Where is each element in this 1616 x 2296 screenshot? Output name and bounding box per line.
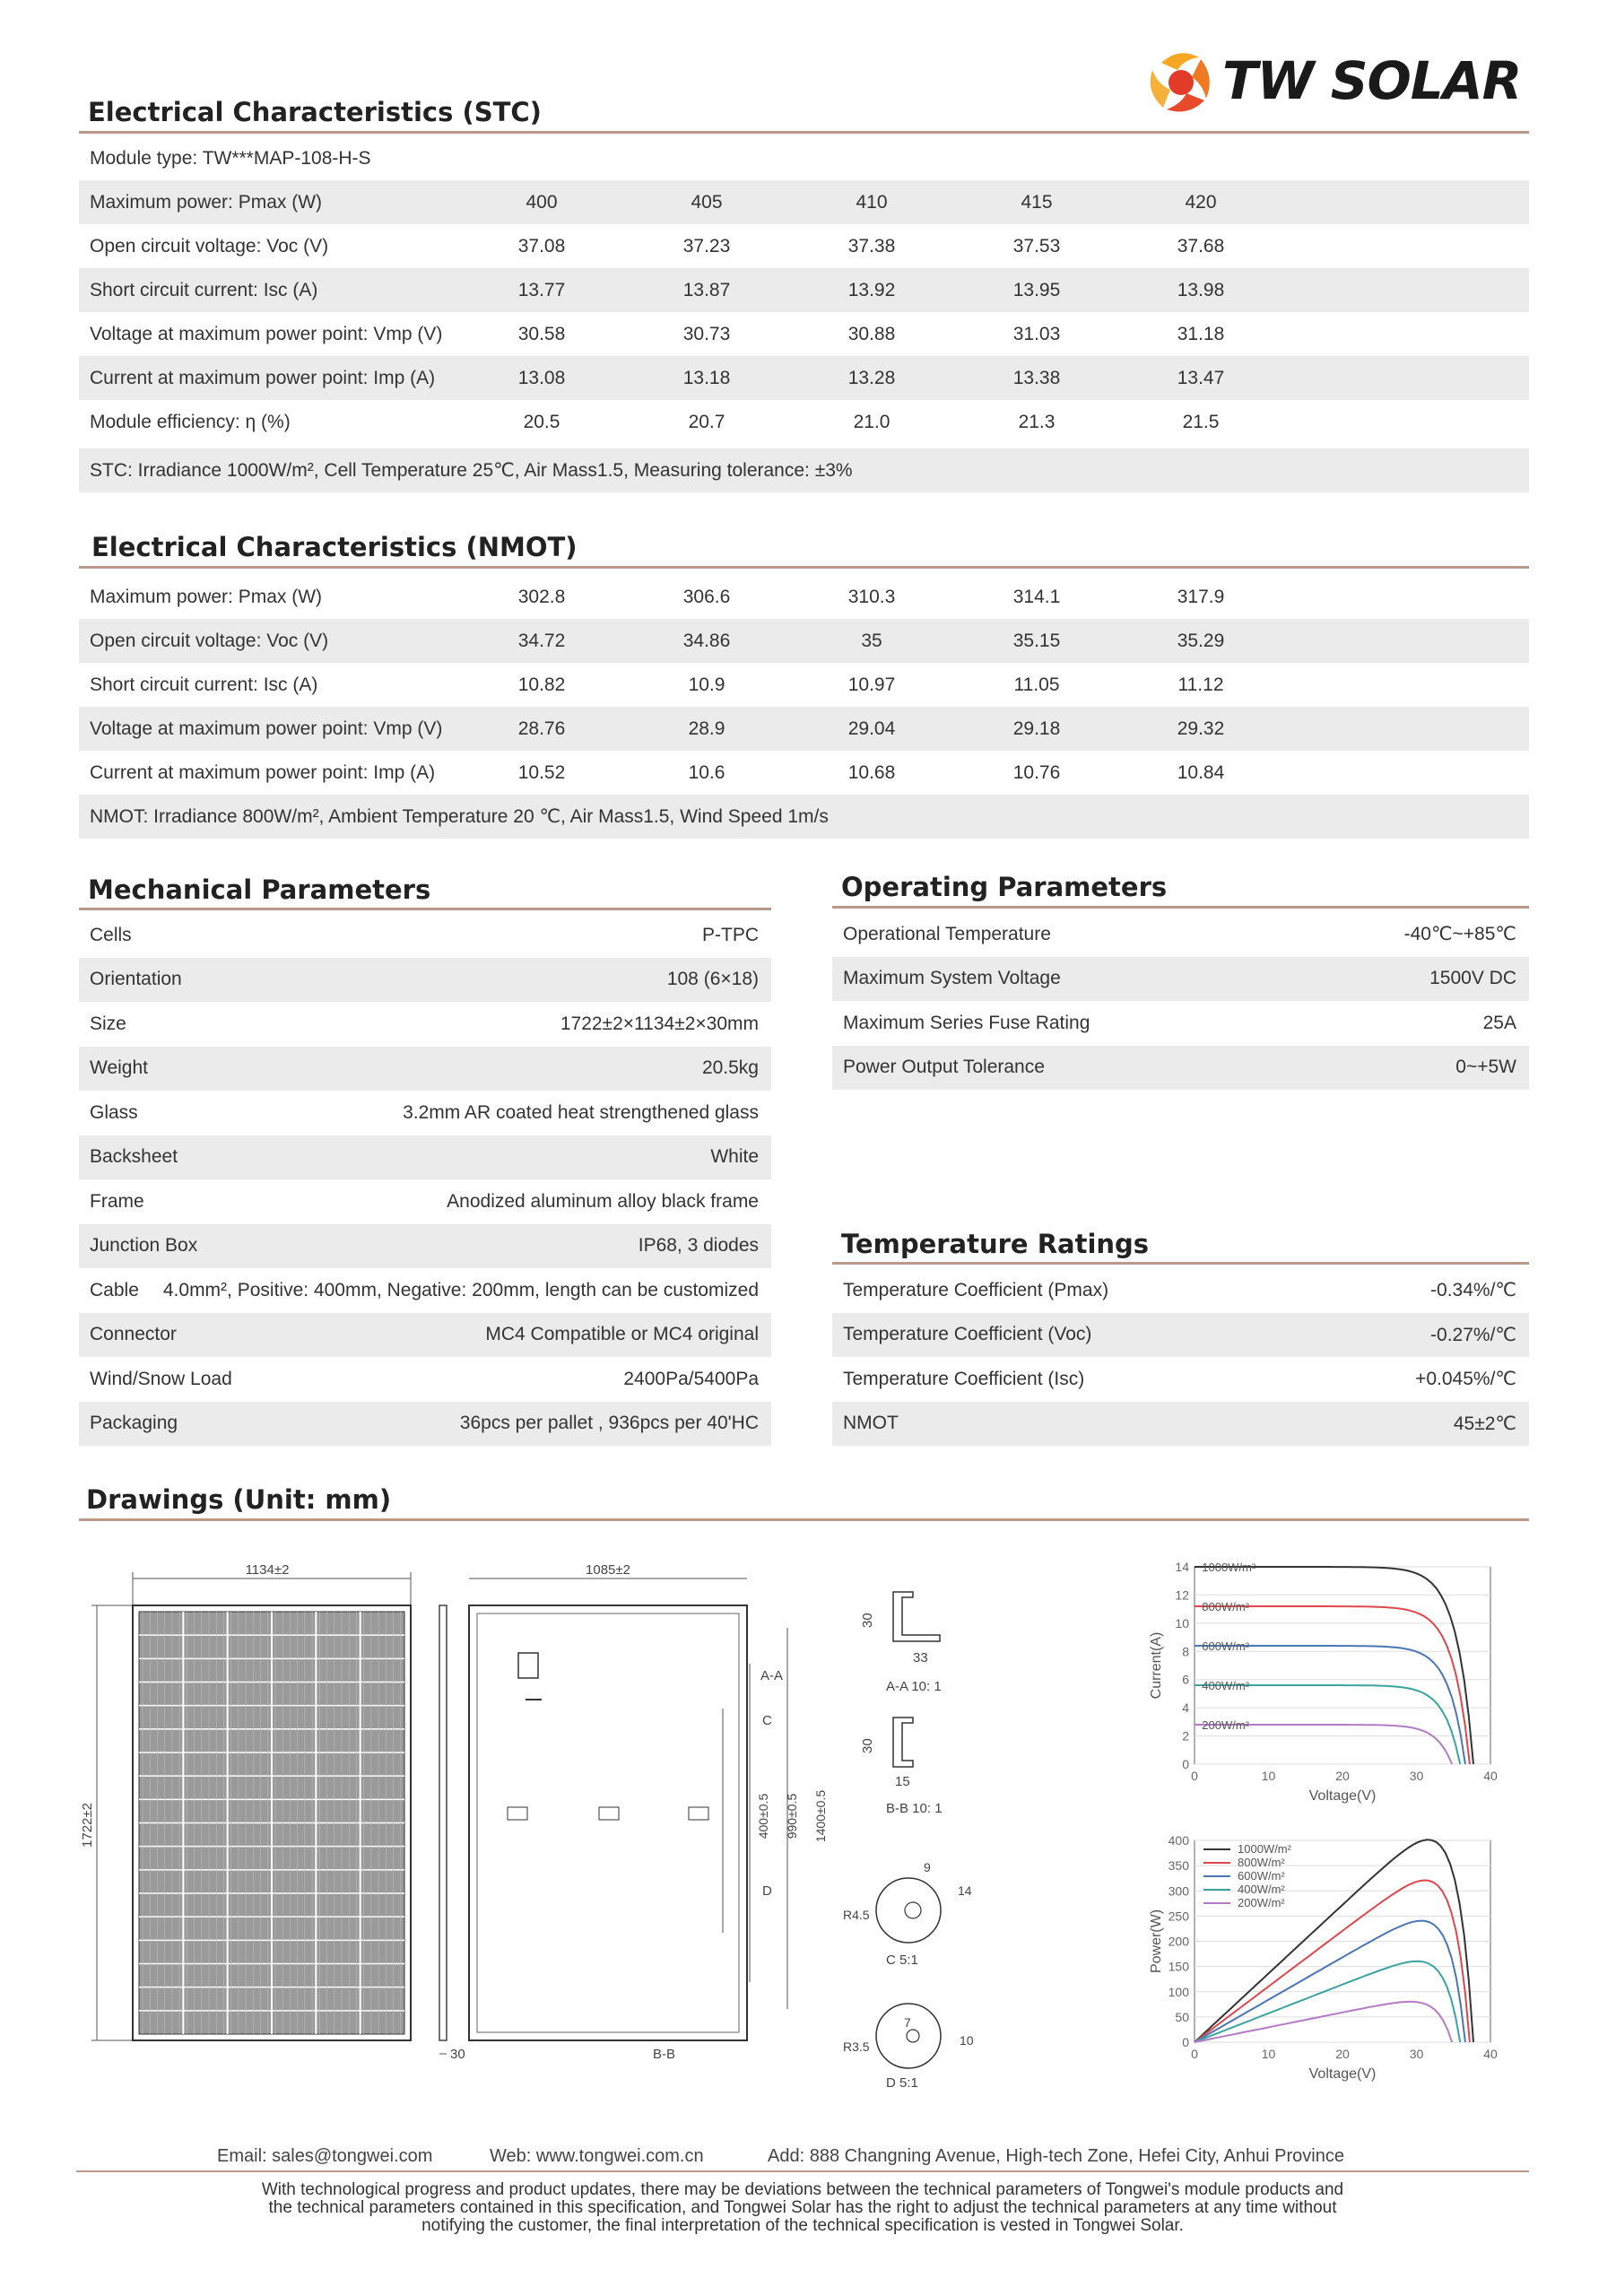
mechanical-row-value: 108 (6×18) bbox=[666, 969, 759, 989]
stc-row-label: Open circuit voltage: Voc (V) bbox=[90, 235, 329, 257]
legend-label: 800W/m² bbox=[1238, 1856, 1285, 1869]
stc-title: Electrical Characteristics (STC) bbox=[88, 97, 542, 127]
aa-height: 30 bbox=[860, 1613, 875, 1628]
series-label: 200W/m² bbox=[1202, 1718, 1249, 1732]
frame-depth-dim: 30 bbox=[450, 2047, 465, 2062]
mechanical-row bbox=[79, 1224, 771, 1268]
x-axis-label: Voltage(V) bbox=[1308, 2066, 1377, 2082]
stc-cell: 21.5 bbox=[1182, 411, 1220, 432]
y-tick-label: 300 bbox=[1168, 1883, 1189, 1899]
stc-row bbox=[79, 400, 1529, 444]
dim-1400: 1400±0.5 bbox=[813, 1789, 828, 1843]
dim-400: 400±0.5 bbox=[756, 1793, 770, 1839]
front-width-dim: 1134±2 bbox=[245, 1562, 290, 1578]
nmot-cell: 10.9 bbox=[688, 674, 725, 695]
operating-row-value: 0~+5W bbox=[1455, 1057, 1516, 1077]
section-aa-detail bbox=[860, 1592, 942, 1694]
y-tick-label: 10 bbox=[1175, 1615, 1189, 1631]
stc-rule bbox=[79, 131, 1529, 134]
mechanical-row bbox=[79, 1047, 771, 1091]
nmot-row-label: Current at maximum power point: Imp (A) bbox=[90, 761, 436, 783]
stc-row bbox=[79, 312, 1529, 356]
nmot-cell: 29.04 bbox=[847, 718, 896, 739]
mechanical-row bbox=[79, 1357, 771, 1401]
bb-caption: B-B 10: 1 bbox=[886, 1801, 943, 1816]
y-tick-label: 0 bbox=[1182, 1757, 1189, 1771]
stc-row bbox=[79, 268, 1529, 312]
mechanical-row-label: Orientation bbox=[90, 969, 182, 989]
mechanical-row bbox=[79, 1179, 771, 1223]
section-bb-detail bbox=[860, 1718, 943, 1816]
nmot-cell: 310.3 bbox=[847, 586, 896, 607]
stc-row-label: Voltage at maximum power point: Vmp (V) bbox=[90, 323, 443, 344]
stc-cell: 37.08 bbox=[517, 235, 566, 257]
pv-curve-chart bbox=[1139, 1830, 1516, 2108]
x-tick-label: 40 bbox=[1483, 1769, 1498, 1783]
stc-note-row bbox=[79, 448, 1529, 492]
series-label: 1000W/m² bbox=[1202, 1561, 1256, 1574]
mechanical-row-value: 3.2mm AR coated heat strengthened glass bbox=[403, 1101, 759, 1123]
mechanical-row-value: 20.5kg bbox=[701, 1057, 759, 1078]
nmot-rule bbox=[79, 566, 1529, 569]
stc-row-label: Current at maximum power point: Imp (A) bbox=[90, 367, 436, 388]
mechanical-row-label: Junction Box bbox=[90, 1235, 198, 1256]
x-tick-label: 40 bbox=[1483, 2047, 1498, 2061]
bb-width: 15 bbox=[895, 1774, 910, 1789]
legend-label: 200W/m² bbox=[1238, 1896, 1285, 1909]
mechanical-row-label: Cells bbox=[90, 924, 132, 945]
module-drawings bbox=[79, 1538, 994, 2094]
y-tick-label: 150 bbox=[1168, 1959, 1189, 1974]
operating-row bbox=[832, 957, 1529, 1001]
stc-cell: 20.5 bbox=[523, 411, 560, 432]
label-bb: B-B bbox=[653, 2047, 676, 2062]
mechanical-row-label: Frame bbox=[90, 1190, 144, 1212]
mechanical-row-label: Glass bbox=[90, 1101, 138, 1123]
mechanical-row-value: 1722±2×1134±2×30mm bbox=[560, 1013, 759, 1034]
nmot-cell: 28.76 bbox=[517, 718, 566, 739]
back-view-drawing bbox=[469, 1562, 828, 2062]
side-view-drawing bbox=[439, 1605, 465, 2062]
nmot-cell: 35 bbox=[861, 630, 882, 651]
mechanical-row-label: Wind/Snow Load bbox=[90, 1368, 232, 1389]
stc-cell: 31.03 bbox=[1012, 323, 1061, 344]
mechanical-row-value: Anodized aluminum alloy black frame bbox=[447, 1190, 759, 1212]
d-dim1: 7 bbox=[904, 2015, 911, 2030]
stc-cell: 37.23 bbox=[682, 235, 731, 257]
operating-row-label: Maximum System Voltage bbox=[843, 968, 1061, 988]
stc-cell: 13.47 bbox=[1177, 367, 1225, 388]
mechanical-row-value: 4.0mm², Positive: 400mm, Negative: 200mm, length can be customized bbox=[162, 1279, 759, 1300]
y-tick-label: 200 bbox=[1168, 1934, 1189, 1949]
nmot-note: NMOT: Irradiance 800W/m², Ambient Temperature 20 ℃, Air Mass1.5, Wind Speed 1m/s bbox=[90, 806, 829, 827]
label-d: D bbox=[762, 1883, 772, 1899]
mechanical-row bbox=[79, 1313, 771, 1357]
stc-cell: 415 bbox=[1021, 191, 1053, 213]
y-tick-label: 4 bbox=[1182, 1700, 1189, 1716]
stc-cell: 420 bbox=[1185, 191, 1217, 213]
nmot-cell: 34.86 bbox=[682, 630, 731, 651]
temperature-row bbox=[832, 1357, 1529, 1401]
nmot-cell: 10.68 bbox=[847, 761, 896, 783]
legend-label: 1000W/m² bbox=[1238, 1842, 1291, 1856]
detail-c bbox=[843, 1860, 972, 1968]
operating-row-value: 25A bbox=[1482, 1012, 1516, 1033]
label-c: C bbox=[762, 1713, 772, 1728]
nmot-cell: 35.29 bbox=[1177, 630, 1225, 651]
operating-row-label: Power Output Tolerance bbox=[843, 1057, 1045, 1077]
y-tick-label: 250 bbox=[1168, 1909, 1189, 1924]
operating-row bbox=[832, 912, 1529, 956]
stc-note: STC: Irradiance 1000W/m², Cell Temperature 25℃, Air Mass1.5, Measuring tolerance: ±3% bbox=[90, 460, 853, 481]
x-tick-label: 0 bbox=[1191, 2047, 1198, 2061]
operating-row-value: 1500V DC bbox=[1429, 968, 1516, 988]
mechanical-row-label: Connector bbox=[90, 1324, 177, 1344]
stc-row bbox=[79, 224, 1529, 268]
temperature-row-label: NMOT bbox=[843, 1413, 899, 1433]
mechanical-row-label: Cable bbox=[90, 1279, 139, 1300]
mechanical-row-label: Size bbox=[90, 1013, 126, 1034]
mechanical-row bbox=[79, 1002, 771, 1046]
label-aa: A-A bbox=[760, 1668, 784, 1683]
stc-cell: 30.73 bbox=[682, 323, 731, 344]
temperature-row-label: Temperature Coefficient (Isc) bbox=[843, 1368, 1085, 1389]
nmot-cell: 317.9 bbox=[1177, 586, 1225, 607]
nmot-row bbox=[79, 751, 1529, 795]
nmot-cell: 35.15 bbox=[1012, 630, 1061, 651]
x-tick-label: 30 bbox=[1409, 1769, 1424, 1783]
stc-cell: 31.18 bbox=[1177, 323, 1225, 344]
mechanical-row bbox=[79, 958, 771, 1002]
footer-address: Add: 888 Changning Avenue, High-tech Zone, Hefei City, Anhui Province bbox=[768, 2146, 1344, 2166]
stc-cell: 13.77 bbox=[517, 279, 566, 300]
mechanical-row-value: 36pcs per pallet , 936pcs per 40'HC bbox=[459, 1413, 759, 1433]
temperature-row-value: -0.34%/℃ bbox=[1430, 1280, 1516, 1300]
mechanical-row-value: IP68, 3 diodes bbox=[638, 1235, 759, 1256]
mechanical-row-label: Backsheet bbox=[90, 1146, 178, 1167]
c-caption: C 5:1 bbox=[886, 1952, 918, 1968]
x-tick-label: 10 bbox=[1261, 2047, 1276, 2061]
stc-cell: 30.88 bbox=[847, 323, 896, 344]
operating-row-value: -40℃~+85℃ bbox=[1403, 924, 1516, 944]
operating-rule bbox=[832, 906, 1529, 909]
mechanical-row-label: Weight bbox=[90, 1057, 148, 1078]
stc-cell: 410 bbox=[856, 191, 888, 213]
nmot-row bbox=[79, 663, 1529, 707]
nmot-row-label: Short circuit current: Isc (A) bbox=[90, 674, 318, 695]
x-tick-label: 10 bbox=[1261, 1769, 1276, 1783]
drawings-rule bbox=[79, 1518, 1529, 1521]
nmot-cell: 29.18 bbox=[1012, 718, 1061, 739]
aa-width: 33 bbox=[913, 1650, 928, 1665]
nmot-row-label: Voltage at maximum power point: Vmp (V) bbox=[90, 718, 443, 739]
nmot-cell: 10.6 bbox=[688, 761, 725, 783]
y-tick-label: 350 bbox=[1168, 1858, 1189, 1874]
stc-cell: 20.7 bbox=[688, 411, 725, 432]
temperature-row-value: +0.045%/℃ bbox=[1415, 1369, 1516, 1389]
stc-module-type-row bbox=[79, 136, 1529, 180]
nmot-cell: 10.84 bbox=[1177, 761, 1225, 783]
stc-cell: 13.28 bbox=[847, 367, 896, 388]
mechanical-row bbox=[79, 1268, 771, 1312]
nmot-cell: 10.76 bbox=[1012, 761, 1061, 783]
temperature-row-value: -0.27%/℃ bbox=[1430, 1324, 1516, 1345]
stc-row-label: Maximum power: Pmax (W) bbox=[90, 191, 323, 213]
operating-title: Operating Parameters bbox=[841, 872, 1168, 902]
legend-label: 600W/m² bbox=[1238, 1869, 1285, 1883]
c-radius: R4.5 bbox=[843, 1908, 870, 1922]
back-width-dim: 1085±2 bbox=[586, 1562, 630, 1578]
y-tick-label: 2 bbox=[1182, 1728, 1189, 1744]
series-label: 400W/m² bbox=[1202, 1679, 1249, 1692]
mechanical-row bbox=[79, 1091, 771, 1135]
sun-swirl-icon bbox=[1143, 45, 1215, 117]
detail-d bbox=[843, 2004, 974, 2091]
nmot-cell: 29.32 bbox=[1177, 718, 1225, 739]
y-tick-label: 400 bbox=[1168, 1833, 1189, 1848]
stc-cell: 405 bbox=[691, 191, 723, 213]
y-tick-label: 6 bbox=[1182, 1672, 1189, 1687]
nmot-cell: 10.97 bbox=[847, 674, 896, 695]
mechanical-row-value: P-TPC bbox=[702, 924, 759, 945]
mechanical-row bbox=[79, 1135, 771, 1179]
stc-cell: 13.95 bbox=[1012, 279, 1061, 300]
x-tick-label: 30 bbox=[1409, 2047, 1424, 2061]
mechanical-rule bbox=[79, 908, 771, 910]
stc-cell: 13.08 bbox=[517, 367, 566, 388]
nmot-note-row bbox=[79, 795, 1529, 839]
nmot-cell: 10.52 bbox=[517, 761, 566, 783]
d-caption: D 5:1 bbox=[886, 2075, 918, 2091]
temperature-rule bbox=[832, 1262, 1529, 1265]
nmot-title: Electrical Characteristics (NMOT) bbox=[91, 532, 578, 562]
mechanical-row bbox=[79, 913, 771, 957]
x-axis-label: Voltage(V) bbox=[1308, 1788, 1377, 1804]
iv-curve-chart bbox=[1139, 1556, 1516, 1825]
temperature-title: Temperature Ratings bbox=[841, 1229, 1150, 1259]
disclaimer-line-3: notifying the customer, the final interpretation of the technical specification is vested in Tongwei Solar. bbox=[421, 2216, 1184, 2235]
aa-caption: A-A 10: 1 bbox=[886, 1679, 942, 1694]
nmot-cell: 11.05 bbox=[1013, 674, 1060, 695]
stc-row bbox=[79, 356, 1529, 400]
nmot-row bbox=[79, 619, 1529, 663]
mechanical-row-value: White bbox=[710, 1146, 759, 1167]
front-view-drawing bbox=[80, 1562, 411, 2040]
mechanical-row-value: MC4 Compatible or MC4 original bbox=[485, 1324, 759, 1344]
stc-cell: 37.68 bbox=[1177, 235, 1225, 257]
brand-name: TW SOLAR bbox=[1222, 50, 1522, 111]
nmot-cell: 306.6 bbox=[682, 586, 731, 607]
nmot-row-label: Open circuit voltage: Voc (V) bbox=[90, 630, 329, 651]
c-dim2: 14 bbox=[958, 1883, 972, 1898]
stc-row-label: Short circuit current: Isc (A) bbox=[90, 279, 318, 300]
footer-web: Web: www.tongwei.com.cn bbox=[490, 2146, 704, 2166]
x-tick-label: 20 bbox=[1335, 2047, 1350, 2061]
footer-email: Email: sales@tongwei.com bbox=[217, 2146, 433, 2166]
y-tick-label: 12 bbox=[1175, 1587, 1189, 1603]
nmot-cell: 28.9 bbox=[688, 718, 725, 739]
stc-cell: 13.92 bbox=[847, 279, 896, 300]
y-tick-label: 14 bbox=[1175, 1560, 1189, 1574]
y-axis-label: Power(W) bbox=[1149, 1909, 1164, 1974]
y-tick-label: 0 bbox=[1182, 2035, 1189, 2049]
stc-cell: 13.38 bbox=[1012, 367, 1061, 388]
stc-cell: 13.98 bbox=[1177, 279, 1225, 300]
stc-cell: 21.0 bbox=[853, 411, 891, 432]
nmot-cell: 302.8 bbox=[517, 586, 566, 607]
mechanical-row bbox=[79, 1402, 771, 1446]
stc-cell: 21.3 bbox=[1018, 411, 1056, 432]
operating-row-label: Maximum Series Fuse Rating bbox=[843, 1012, 1090, 1033]
stc-cell: 13.18 bbox=[682, 367, 731, 388]
y-tick-label: 50 bbox=[1175, 2009, 1189, 2024]
footer-disclaimer bbox=[76, 2181, 1529, 2235]
nmot-cell: 10.82 bbox=[517, 674, 566, 695]
c-dim1: 9 bbox=[924, 1860, 931, 1874]
series-label: 800W/m² bbox=[1202, 1600, 1249, 1613]
stc-cell: 13.87 bbox=[682, 279, 731, 300]
nmot-row-label: Maximum power: Pmax (W) bbox=[90, 586, 323, 607]
footer-rule bbox=[76, 2170, 1529, 2172]
temperature-row bbox=[832, 1313, 1529, 1357]
bb-height: 30 bbox=[860, 1738, 875, 1753]
stc-row-label: Module efficiency: η (%) bbox=[90, 411, 291, 432]
dim-990: 990±0.5 bbox=[785, 1793, 799, 1839]
stc-cell: 37.38 bbox=[847, 235, 896, 257]
front-height-dim: 1722±2 bbox=[80, 1803, 95, 1848]
y-axis-label: Current(A) bbox=[1149, 1631, 1164, 1700]
disclaimer-line-1: With technological progress and product updates, there may be deviations between the technical parameters of Tongwei's module products and bbox=[261, 2180, 1344, 2199]
mechanical-row-label: Packaging bbox=[90, 1413, 178, 1433]
d-dim2: 10 bbox=[960, 2033, 974, 2048]
y-tick-label: 100 bbox=[1168, 1984, 1189, 1999]
temperature-row-label: Temperature Coefficient (Voc) bbox=[843, 1324, 1092, 1344]
x-tick-label: 20 bbox=[1335, 1769, 1350, 1783]
mechanical-title: Mechanical Parameters bbox=[88, 874, 431, 905]
temperature-row bbox=[832, 1402, 1529, 1446]
temperature-row bbox=[832, 1268, 1529, 1312]
nmot-cell: 34.72 bbox=[517, 630, 566, 651]
temperature-row-label: Temperature Coefficient (Pmax) bbox=[843, 1279, 1109, 1300]
series-label: 600W/m² bbox=[1202, 1639, 1249, 1653]
plot-area bbox=[1195, 1567, 1490, 1764]
y-tick-label: 8 bbox=[1182, 1644, 1189, 1659]
temperature-row-value: 45±2℃ bbox=[1453, 1413, 1516, 1434]
brand-logo bbox=[1143, 45, 1538, 117]
legend-label: 400W/m² bbox=[1238, 1883, 1285, 1896]
operating-row bbox=[832, 1046, 1529, 1090]
stc-cell: 37.53 bbox=[1012, 235, 1061, 257]
nmot-cell: 314.1 bbox=[1012, 586, 1061, 607]
nmot-row bbox=[79, 707, 1529, 751]
nmot-cell: 11.12 bbox=[1177, 674, 1224, 695]
drawings-title: Drawings (Unit: mm) bbox=[86, 1484, 392, 1515]
mechanical-row-value: 2400Pa/5400Pa bbox=[623, 1368, 759, 1389]
stc-cell: 400 bbox=[526, 191, 558, 213]
d-radius: R3.5 bbox=[843, 2039, 870, 2054]
operating-row-label: Operational Temperature bbox=[843, 923, 1051, 944]
nmot-row bbox=[79, 575, 1529, 619]
stc-cell: 30.58 bbox=[517, 323, 566, 344]
x-tick-label: 0 bbox=[1191, 1769, 1198, 1783]
stc-module-type: Module type: TW***MAP-108-H-S bbox=[90, 147, 371, 169]
operating-row bbox=[832, 1001, 1529, 1045]
disclaimer-line-2: the technical parameters contained in this specification, and Tongwei Solar has the right to adjust the technical parameters at any time without bbox=[268, 2198, 1337, 2217]
stc-row bbox=[79, 180, 1529, 224]
